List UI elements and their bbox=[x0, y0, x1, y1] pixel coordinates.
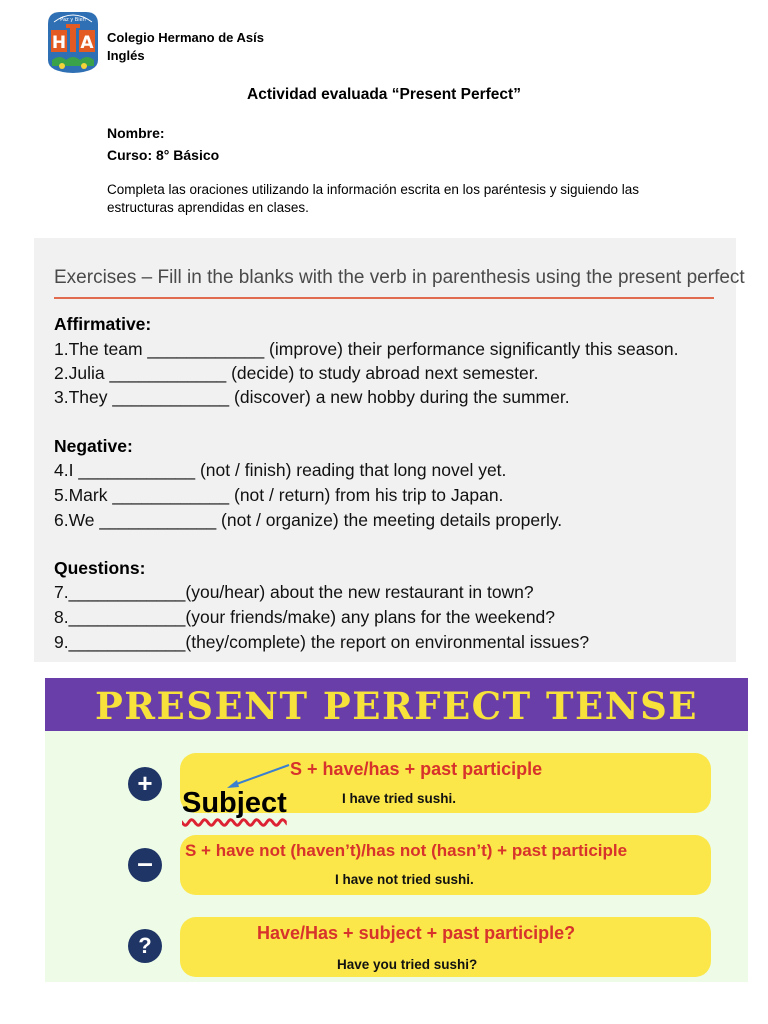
exercise-line-8: 8.____________(your friends/make) any plans for the weekend? bbox=[54, 607, 556, 627]
exercise-line-3: 3.They ____________ (discover) a new hobby during the summer. bbox=[54, 387, 570, 407]
plus-icon: + bbox=[128, 767, 162, 801]
minus-icon: – bbox=[128, 848, 162, 882]
course-label: Curso: 8° Básico bbox=[107, 147, 220, 163]
question-icon: ? bbox=[128, 929, 162, 963]
negative-card bbox=[180, 835, 711, 895]
page-title: Actividad evaluada “Present Perfect” bbox=[247, 86, 521, 103]
exercise-line-1: 1.The team ____________ (improve) their performance significantly this season. bbox=[54, 339, 679, 359]
question-example: Have you tried sushi? bbox=[337, 957, 478, 972]
questions-heading: Questions: bbox=[54, 558, 146, 578]
subject-name: Inglés bbox=[107, 48, 145, 63]
name-label: Nombre: bbox=[107, 125, 165, 141]
logo-motto: Paz y Bien bbox=[60, 17, 86, 23]
negative-heading: Negative: bbox=[54, 436, 133, 456]
negative-formula: S + have not (haven’t)/has not (hasn’t) + past participle bbox=[185, 841, 628, 860]
affirmative-example: I have tried sushi. bbox=[342, 791, 457, 806]
tense-banner bbox=[45, 678, 748, 731]
exercise-line-7: 7.____________(you/hear) about the new restaurant in town? bbox=[54, 582, 534, 602]
tense-chart bbox=[45, 731, 748, 982]
exercise-title: Exercises – Fill in the blanks with the verb in parenthesis using the present perfect bbox=[54, 267, 745, 288]
school-name: Colegio Hermano de Asís bbox=[107, 30, 264, 45]
question-formula: Have/Has + subject + past participle? bbox=[257, 923, 576, 943]
school-heading bbox=[107, 29, 264, 65]
exercise-line-9: 9.____________(they/complete) the report on environmental issues? bbox=[54, 632, 590, 652]
exercise-line-6: 6.We ____________ (not / organize) the meeting details properly. bbox=[54, 510, 563, 530]
logo-letter-h: H bbox=[51, 33, 67, 53]
exercise-line-2: 2.Julia ____________ (decide) to study abroad next semester. bbox=[54, 363, 539, 383]
student-fields bbox=[107, 122, 219, 166]
affirmative-heading: Affirmative: bbox=[54, 314, 152, 334]
title-divider bbox=[54, 297, 714, 299]
question-card bbox=[180, 917, 711, 977]
subject-annotation: Subject bbox=[182, 787, 287, 819]
instructions: Completa las oraciones utilizando la información escrita en los paréntesis y siguiendo las estructuras aprendidas en clases. bbox=[107, 182, 640, 215]
negative-example: I have not tried sushi. bbox=[335, 872, 474, 887]
affirmative-formula: S + have/has + past participle bbox=[290, 759, 543, 779]
exercise-panel bbox=[34, 238, 745, 662]
logo-letter-a: A bbox=[80, 33, 94, 53]
tense-banner-title: PRESENT PERFECT TENSE bbox=[94, 684, 698, 728]
exercise-line-4: 4.I ____________ (not / finish) reading that long novel yet. bbox=[54, 460, 507, 480]
school-logo bbox=[46, 10, 100, 74]
exercise-line-5: 5.Mark ____________ (not / return) from his trip to Japan. bbox=[54, 485, 504, 505]
